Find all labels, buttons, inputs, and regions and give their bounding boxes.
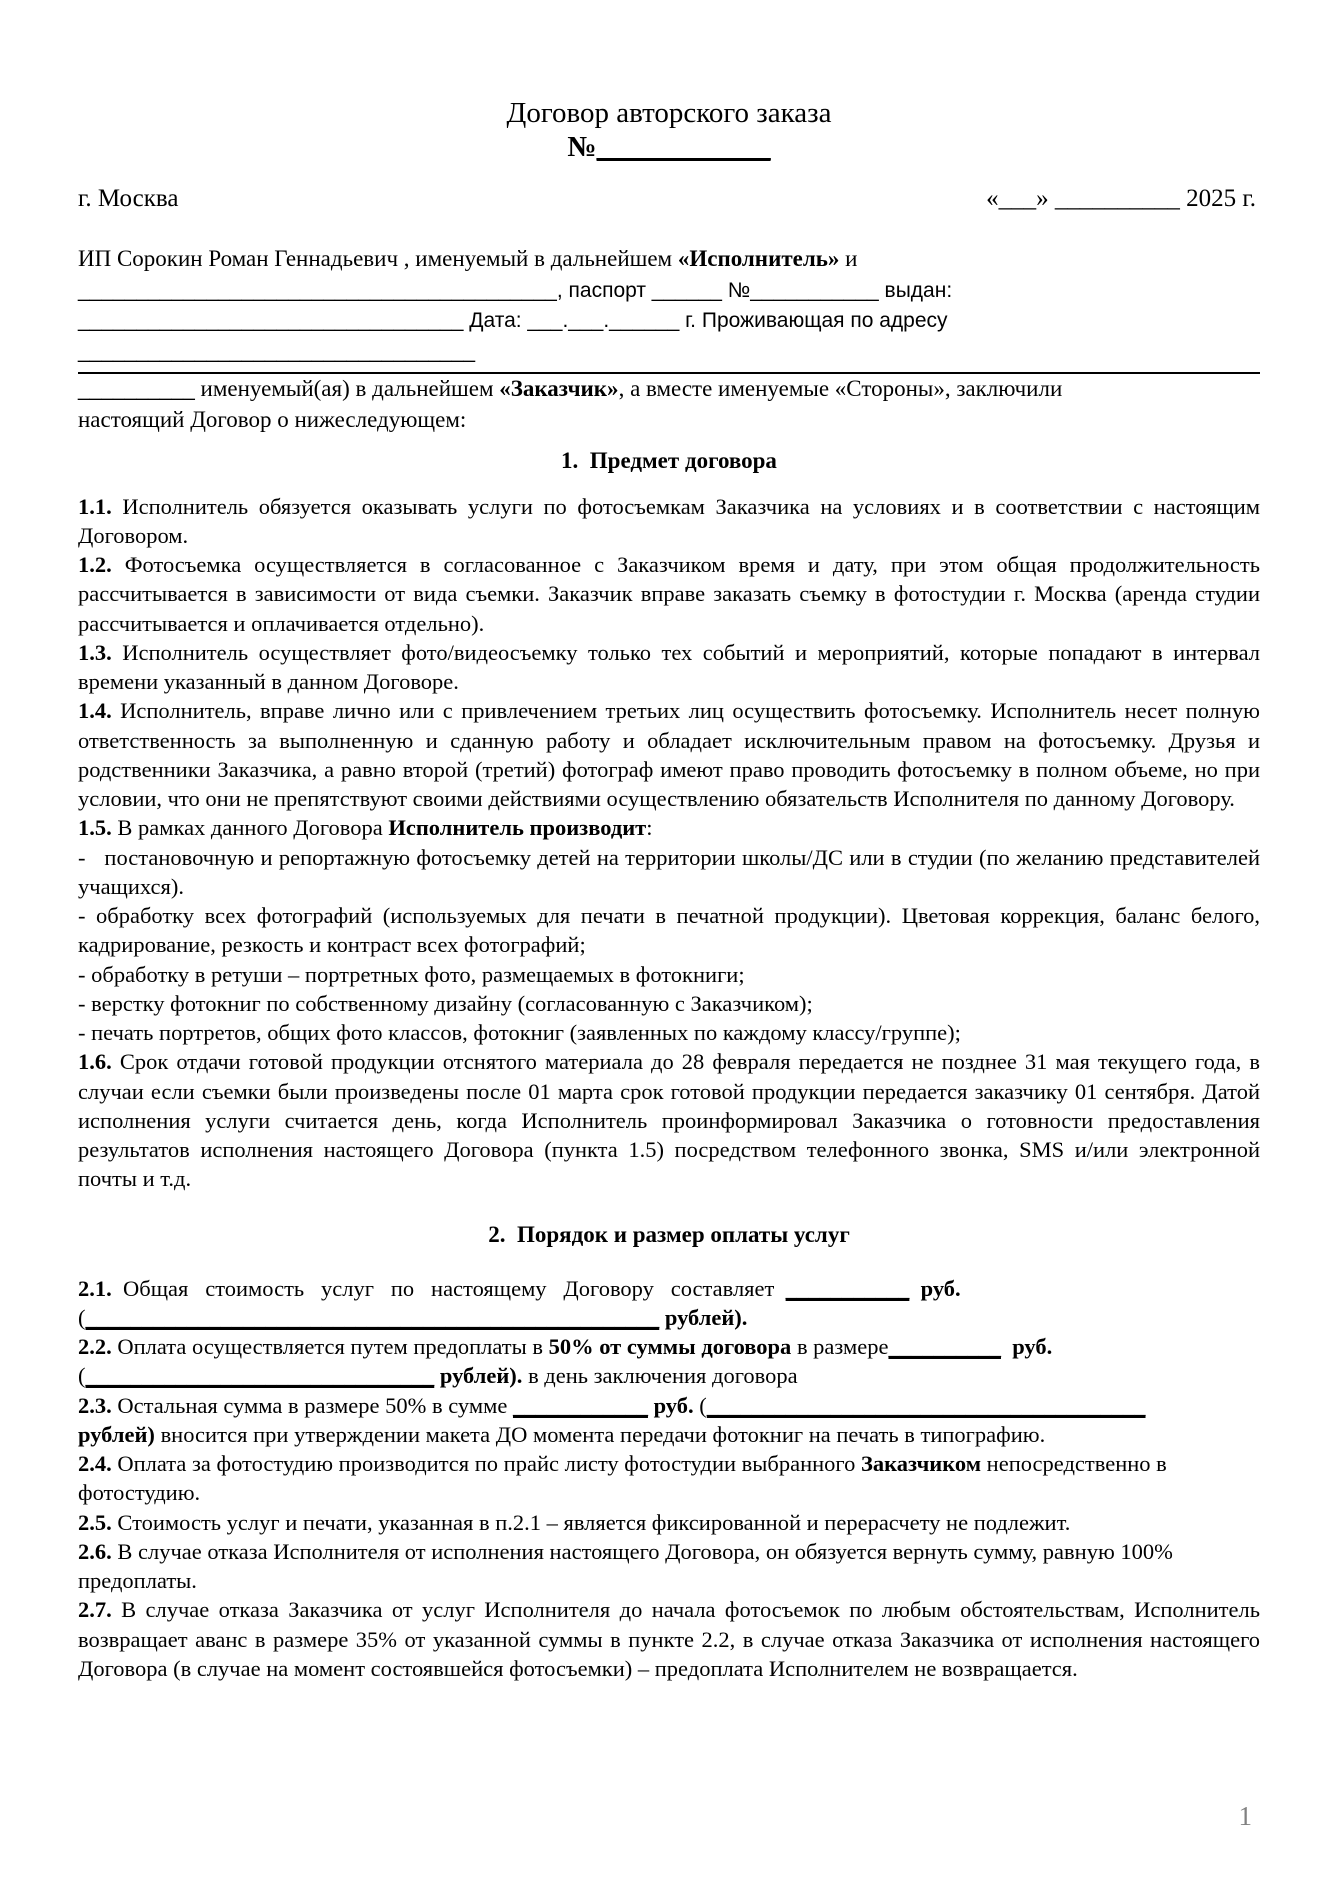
- clause-1-5-post: :: [646, 815, 653, 841]
- issue-date-label: Дата: ___.___.______ г. Проживающая по адресу: [463, 309, 948, 333]
- clause-1-4: [78, 696, 1266, 813]
- page-number: 1: [1238, 1801, 1252, 1831]
- clause-2-3-text-a: Остальная сумма в размере 50% в сумме: [111, 1392, 513, 1418]
- issue-date-line: [78, 305, 1260, 336]
- clause-2-3-rub-words: рублей): [78, 1421, 155, 1447]
- clause-2-4-text-a: Оплата за фотостудию производится по прайс листу фотостудии выбранного: [111, 1451, 861, 1477]
- clause-2-6-number: 2.6.: [78, 1538, 112, 1564]
- executor-tail: и: [839, 246, 858, 272]
- customer-term: «Заказчик»: [499, 376, 619, 402]
- clause-2-2-paren: (: [78, 1363, 86, 1389]
- parties-block: [78, 244, 1260, 435]
- clause-1-1-number: 1.1.: [78, 493, 112, 519]
- clause-2-2-bold: 50% от суммы договора: [548, 1334, 792, 1360]
- clause-1-1: [78, 492, 1266, 551]
- clause-2-1-paren: (: [78, 1304, 86, 1330]
- clause-2-7-text: В случае отказа Заказчика от услуг Исполнителя до начала фотосъемок по любым обстоятельствам, Исполнитель возвращает аванс в размере 35% от указанной суммы в пункте 2.2, в случае отказа Заказчика от исполнения настоящего Договора (в случае на момент состоявшейся фотосъемки) – предоплата Исполнителем не возвращается.: [78, 1597, 1266, 1681]
- customer-blank[interactable]: __________: [78, 378, 195, 402]
- clause-1-4-text: Исполнитель, вправе лично или с привлечением третьих лиц осуществить фотосъемку. Исполнитель несет полную ответственность за выполненную и сданную работу и обладает исключительным правом на фотосъемку. Друзья и родственники Заказчика, а равно второй (третий) фотограф имеют право проводить фотосъемку в полном объеме, но при условии, что они не препятствуют своими действиями осуществлению обязательств Исполнителя по данному Договору.: [78, 698, 1266, 812]
- clause-2-1-words-blank[interactable]: ___________________________________________________: [85, 1304, 660, 1330]
- clause-1-2: [78, 550, 1266, 638]
- clause-1-5-number: 1.5.: [78, 815, 112, 841]
- customer-intro-paragraph: [78, 374, 1260, 405]
- customer-name-blank[interactable]: _________________________________________: [78, 278, 557, 302]
- customer-pre-text: именуемый(ая) в дальнейшем: [194, 376, 500, 402]
- clause-1-2-text: Фотосъемка осуществляется в согласованное с Заказчиком время и дату, при этом общая продолжительность рассчитывается в зависимости от вида съемки. Заказчик вправе заказать съемку в фотостудии г. Москва (аренда студии рассчитывается и оплачивается отдельно).: [78, 552, 1266, 636]
- clause-2-3-rub: руб.: [653, 1392, 694, 1418]
- clause-1-5-item-1: - постановочную и репортажную фотосъемку детей на территории школы/ДС или в студии (по желанию представителей учащихся).: [78, 844, 1266, 899]
- clause-2-5-text: Стоимость услуг и печати, указанная в п.2.1 – является фиксированной и перерасчету не подлежит.: [111, 1509, 1071, 1535]
- issuer-blank[interactable]: _________________________________: [78, 309, 464, 333]
- clause-1-1-text: Исполнитель обязуется оказывать услуги по фотосъемкам Заказчика на условиях и в соответствии с настоящим Договором.: [78, 493, 1266, 548]
- clause-1-3: [78, 638, 1266, 697]
- clause-1-5-item-2: - обработку всех фотографий (используемых для печати в печатной продукции). Цветовая коррекция, баланс белого, кадрирование, резкость и контраст всех фотографий;: [78, 903, 1266, 958]
- section-2-body: [78, 1274, 1266, 1684]
- clause-1-2-number: 1.2.: [78, 552, 112, 578]
- clause-2-6-text: В случае отказа Исполнителя от исполнения настоящего Договора, он обязуется вернуть сумму, равную 100% предоплаты.: [78, 1538, 1179, 1594]
- section-2-heading: 2. Порядок и размер оплаты услуг: [488, 1221, 850, 1247]
- clause-2-2: [78, 1332, 1260, 1361]
- clause-2-3-words-blank[interactable]: _______________________________________: [706, 1392, 1146, 1418]
- clause-2-3-text-b: вносится при утверждении макета ДО момента передачи фотокниг на печать в типографию.: [154, 1421, 1046, 1447]
- clause-1-5-pre: В рамках данного Договора: [111, 815, 389, 841]
- clause-2-1-number: 2.1.: [78, 1275, 112, 1301]
- clause-2-3: [78, 1391, 1260, 1420]
- clause-2-2-rub-words: рублей).: [439, 1363, 523, 1389]
- clause-2-1-words-line: [78, 1303, 1260, 1332]
- clause-1-6-number: 1.6.: [78, 1049, 112, 1075]
- address-line: [78, 336, 1260, 367]
- clause-2-2-words-blank[interactable]: _______________________________: [85, 1363, 435, 1389]
- clause-1-6: [78, 1047, 1266, 1193]
- agreement-intro-line: настоящий Договор о нижеследующем:: [78, 407, 467, 432]
- clause-2-1-rub-words: рублей).: [664, 1304, 748, 1330]
- address-blank[interactable]: __________________________________: [78, 339, 476, 363]
- clause-2-3-continuation: [78, 1420, 1260, 1449]
- clause-1-3-text: Исполнитель осуществляет фото/видеосъемку только тех событий и мероприятий, которые попадают в интервал времени указанный в данном Договоре.: [78, 639, 1266, 695]
- clause-2-4-bold: Заказчиком: [860, 1451, 982, 1477]
- clause-2-7-number: 2.7.: [78, 1597, 112, 1623]
- executor-line: [78, 244, 1260, 275]
- clause-2-2-text-a: Оплата осуществляется путем предоплаты в: [111, 1334, 549, 1360]
- clause-1-6-text: Срок отдачи готовой продукции отснятого материала до 28 февраля передается не позднее 31 мая текущего года, в случаи если съемки были произведены после 01 марта срок готовой продукции передается заказчику 01 сентября. Датой исполнения услуги считается день, когда Исполнитель проинформировал Заказчика о готовности предоставления результатов исполнения настоящего Договора (пункта 1.5) посредством телефонного звонка, SMS и/или электронной почты и т.д.: [78, 1049, 1266, 1192]
- clause-2-4-text-b: непосредственно в фотостудию.: [78, 1451, 1173, 1506]
- clause-2-2-text-b: в размере: [791, 1334, 889, 1360]
- clause-2-2-amount-blank[interactable]: __________: [888, 1334, 1001, 1360]
- clause-1-5-item-3: - обработку в ретуши – портретных фото, размещаемых в фотокниги;: [78, 961, 745, 987]
- customer-post-text: , а вместе именуемые «Стороны», заключили: [618, 376, 1063, 402]
- clause-2-5: [78, 1508, 1260, 1537]
- document-number-line: [78, 132, 1260, 164]
- section-1-body: [78, 492, 1266, 1194]
- city-date-row: [78, 184, 1260, 214]
- clause-2-3-number: 2.3.: [78, 1392, 112, 1418]
- clause-2-7: [78, 1595, 1266, 1683]
- city-label: г. Москва: [78, 185, 179, 213]
- clause-2-1-amount-blank[interactable]: ___________: [785, 1275, 910, 1301]
- clause-2-5-number: 2.5.: [78, 1509, 112, 1535]
- clause-2-1-text: Общая стоимость услуг по настоящему Договору составляет: [123, 1275, 775, 1301]
- clause-2-2-rub: руб.: [1012, 1334, 1053, 1360]
- contract-date-field[interactable]: «___» __________ 2025 г.: [986, 185, 1256, 213]
- executor-name: ИП Сорокин Роман Геннадьевич , именуемый в дальнейшем: [78, 246, 678, 272]
- clause-1-5-item-4: - верстку фотокниг по собственному дизайну (согласованную с Заказчиком);: [78, 990, 813, 1016]
- clause-2-2-number: 2.2.: [78, 1334, 112, 1360]
- number-symbol: №: [567, 131, 597, 164]
- clause-2-1: [78, 1274, 1260, 1303]
- clause-1-4-number: 1.4.: [78, 698, 112, 724]
- section-1-heading: 1. Предмет договора: [561, 447, 777, 473]
- clause-2-3-amount-blank[interactable]: ____________: [512, 1392, 648, 1418]
- passport-label: , паспорт ______ №___________ выдан:: [556, 278, 953, 302]
- clause-1-3-number: 1.3.: [78, 639, 112, 665]
- page-title: Договор авторского заказа: [506, 97, 832, 129]
- clause-2-2-words-line: [78, 1361, 1260, 1390]
- clause-1-5-item-5: - печать портретов, общих фото классов, фотокниг (заявленных по каждому классу/группе);: [78, 1020, 961, 1046]
- clause-2-4-number: 2.4.: [78, 1451, 112, 1477]
- clause-2-2-text-c: в день заключения договора: [522, 1363, 798, 1389]
- clause-1-5: [78, 813, 1260, 842]
- clause-1-5-bold: Исполнитель производит: [388, 815, 647, 841]
- passport-line: [78, 275, 1260, 306]
- executor-term: «Исполнитель»: [677, 246, 840, 272]
- document-number-blank[interactable]: ____________: [596, 131, 771, 164]
- clause-2-3-paren: (: [693, 1392, 707, 1418]
- clause-2-1-rub: руб.: [920, 1275, 961, 1301]
- clause-2-6: [78, 1537, 1260, 1596]
- clause-2-4: [78, 1449, 1260, 1508]
